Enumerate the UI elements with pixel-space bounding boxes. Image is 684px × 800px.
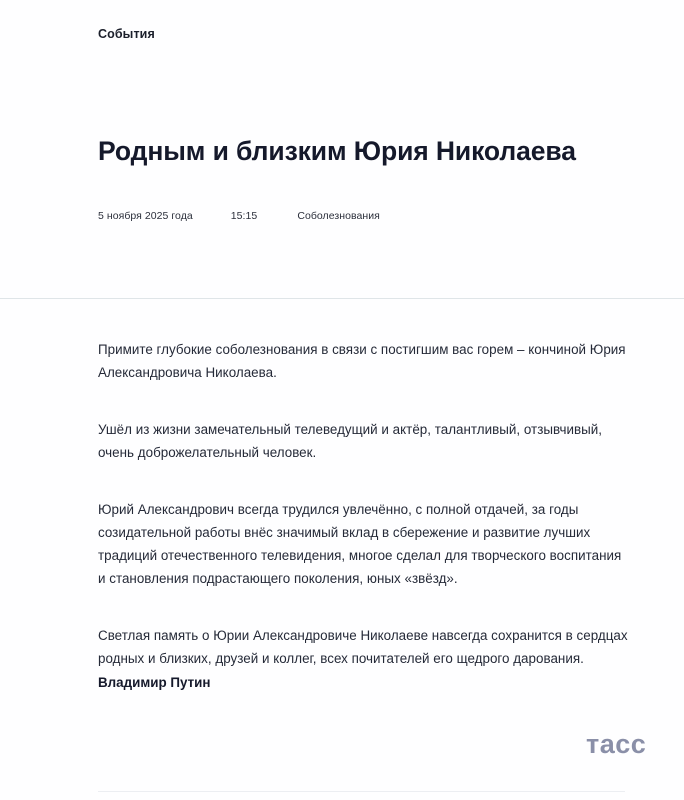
tass-logo-watermark: тасс	[586, 729, 647, 759]
page-title: Родным и близким Юрия Николаева	[98, 136, 576, 166]
body-paragraph: Светлая память о Юрии Александровиче Николаеве навсегда сохранится в сердцах родных и близких, друзей и коллег, всех почитателей его щедрого дарования.	[98, 628, 628, 667]
section-kicker[interactable]: События	[98, 27, 155, 41]
footer-divider	[98, 791, 625, 792]
publication-time: 15:15	[230, 210, 258, 222]
article-category[interactable]: Соболезнования	[297, 210, 380, 222]
article-body	[98, 338, 632, 695]
author-signature: Владимир Путин	[98, 675, 211, 691]
publication-date: 5 ноября 2025 года	[98, 210, 193, 222]
header-divider	[0, 298, 684, 299]
body-paragraph: Ушёл из жизни замечательный телеведущий и актёр, талантливый, отзывчивый, очень доброжелательный человек.	[98, 422, 603, 461]
body-paragraph: Юрий Александрович всегда трудился увлечённо, с полной отдачей, за годы созидательной работы внёс значимый вклад в сбережение и развитие лучших традиций отечественного телевидения, многое сделал для творческого воспитания и становления подрастающего поколения, юных «звёзд».	[98, 502, 622, 587]
body-paragraph: Примите глубокие соболезнования в связи с постигшим вас горем – кончиной Юрия Александровича Николаева.	[98, 342, 626, 381]
article-meta	[98, 210, 380, 223]
